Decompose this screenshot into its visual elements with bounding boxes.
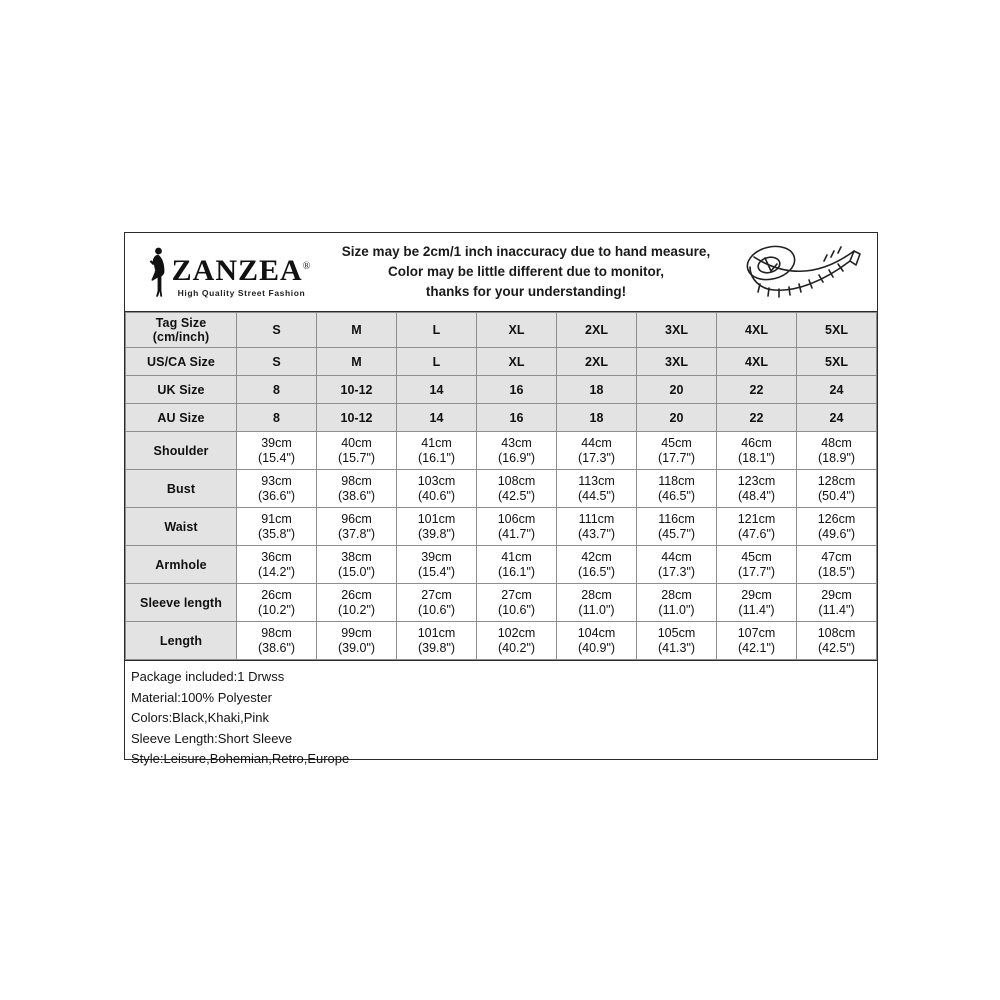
row-label-armhole: Armhole [126,546,237,584]
value-inch: (18.5") [817,564,856,579]
cell-usca-m: M [317,348,397,376]
row-label-shoulder: Shoulder [126,432,237,470]
value-inch: (16.5") [577,564,616,579]
row-label-sleeve-length: Sleeve length [126,584,237,622]
value-cm: 108cm [817,625,856,640]
cell-length-4xl [717,622,797,660]
value-cm: 44cm [661,549,692,564]
cell-bust-m [317,470,397,508]
value-inch: (17.3") [657,564,696,579]
value-cm: 39cm [261,435,292,450]
cell-uk-l: 14 [397,376,477,404]
cell-uk-s: 8 [237,376,317,404]
cell-waist-s [237,508,317,546]
cell-shoulder-m [317,432,397,470]
table-row [126,470,877,508]
cell-armhole-2xl [557,546,637,584]
cell-bust-5xl [797,470,877,508]
value-inch: (11.0") [578,602,615,617]
value-inch: (14.2") [257,564,296,579]
cell-tag-size-3xl: 3XL [637,313,717,348]
value-cm: 27cm [501,587,532,602]
value-inch: (16.1") [497,564,536,579]
row-label-usca-size: US/CA Size [126,348,237,376]
woman-silhouette-icon [145,246,171,298]
value-inch: (41.3") [657,640,696,655]
cell-bust-2xl [557,470,637,508]
cell-sleeve-5xl [797,584,877,622]
value-inch: (10.6") [497,602,536,617]
table-row [126,584,877,622]
value-inch: (47.6") [737,526,776,541]
cell-au-3xl: 20 [637,404,717,432]
cell-tag-size-5xl: 5XL [797,313,877,348]
value-inch: (15.4") [417,564,456,579]
value-cm: 43cm [501,435,532,450]
cell-tag-size-2xl: 2XL [557,313,637,348]
brand-name [172,256,312,286]
cell-length-s [237,622,317,660]
value-cm: 123cm [737,473,776,488]
value-inch: (39.8") [417,640,456,655]
cell-tag-size-s: S [237,313,317,348]
cell-au-2xl: 18 [557,404,637,432]
value-cm: 121cm [737,511,776,526]
cell-tag-size-m: M [317,313,397,348]
value-cm: 41cm [421,435,452,450]
value-inch: (43.7") [577,526,616,541]
note-line-3: thanks for your understanding! [425,284,627,300]
row-label-tag-size [126,313,237,348]
cell-length-xl [477,622,557,660]
value-cm: 45cm [741,549,772,564]
registered-mark: ® [302,261,312,272]
note-line-2: Color may be little different due to monitor, [387,263,665,279]
cell-au-l: 14 [397,404,477,432]
cell-shoulder-l [397,432,477,470]
value-cm: 26cm [341,587,372,602]
product-details [125,660,877,774]
value-inch: (45.7") [657,526,696,541]
cell-uk-m: 10-12 [317,376,397,404]
table-row [126,546,877,584]
value-inch: (15.0") [337,564,376,579]
brand-name-text: ZANZEA [171,254,303,287]
tape-illustration [727,241,877,303]
value-inch: (16.9") [497,450,536,465]
cell-bust-xl [477,470,557,508]
cell-shoulder-s [237,432,317,470]
brand-tagline: High Quality Street Fashion [177,288,306,298]
cell-shoulder-5xl [797,432,877,470]
value-cm: 105cm [657,625,696,640]
cell-armhole-m [317,546,397,584]
cell-tag-size-xl: XL [477,313,557,348]
value-inch: (39.8") [417,526,456,541]
chart-banner [125,233,877,312]
value-cm: 29cm [741,587,772,602]
value-inch: (11.4") [738,602,775,617]
detail-package-included: Package included:1 Drwss [131,669,285,684]
value-inch: (40.2") [497,640,536,655]
value-cm: 40cm [341,435,372,450]
value-inch: (38.6") [337,488,376,503]
cell-shoulder-3xl [637,432,717,470]
row-label-waist: Waist [126,508,237,546]
cell-bust-l [397,470,477,508]
size-table [125,312,877,660]
row-label-uk-size: UK Size [126,376,237,404]
cell-waist-xl [477,508,557,546]
cell-usca-s: S [237,348,317,376]
value-cm: 113cm [578,473,615,488]
cell-armhole-5xl [797,546,877,584]
value-cm: 104cm [577,625,616,640]
value-cm: 106cm [497,511,536,526]
cell-uk-3xl: 20 [637,376,717,404]
size-chart-panel [124,232,878,767]
row-label-length: Length [126,622,237,660]
value-inch: (17.7") [737,564,776,579]
cell-sleeve-3xl [637,584,717,622]
cell-usca-4xl: 4XL [717,348,797,376]
cell-waist-4xl [717,508,797,546]
value-inch: (46.5") [657,488,696,503]
value-inch: (38.6") [257,640,296,655]
cell-waist-5xl [797,508,877,546]
table-row [126,508,877,546]
value-cm: 96cm [341,511,372,526]
value-inch: (11.0") [658,602,695,617]
value-cm: 28cm [581,587,612,602]
value-inch: (36.6") [257,488,296,503]
cell-length-l [397,622,477,660]
value-inch: (40.6") [417,488,456,503]
table-row [126,404,877,432]
value-cm: 42cm [581,549,612,564]
value-inch: (18.9") [817,450,856,465]
cell-tag-size-4xl: 4XL [717,313,797,348]
cell-shoulder-4xl [717,432,797,470]
value-cm: 48cm [821,435,852,450]
cell-bust-4xl [717,470,797,508]
cell-usca-3xl: 3XL [637,348,717,376]
value-cm: 107cm [737,625,776,640]
cell-sleeve-m [317,584,397,622]
cell-usca-xl: XL [477,348,557,376]
cell-bust-3xl [637,470,717,508]
table-row [126,348,877,376]
cell-au-s: 8 [237,404,317,432]
row-label-bust: Bust [126,470,237,508]
cell-uk-xl: 16 [477,376,557,404]
value-cm: 128cm [817,473,856,488]
measurement-notes [325,242,727,303]
value-inch: (41.7") [497,526,536,541]
value-inch: (16.1") [417,450,456,465]
row-label-au-size: AU Size [126,404,237,432]
cell-au-m: 10-12 [317,404,397,432]
value-cm: 26cm [261,587,292,602]
cell-sleeve-4xl [717,584,797,622]
cell-armhole-s [237,546,317,584]
table-row [126,376,877,404]
cell-usca-2xl: 2XL [557,348,637,376]
value-inch: (15.4") [257,450,296,465]
value-cm: 108cm [497,473,536,488]
value-inch: (42.5") [817,640,856,655]
value-cm: 44cm [581,435,612,450]
cell-shoulder-xl [477,432,557,470]
cell-waist-l [397,508,477,546]
cell-shoulder-2xl [557,432,637,470]
value-inch: (17.3") [577,450,616,465]
value-inch: (17.7") [657,450,696,465]
value-inch: (18.1") [737,450,776,465]
cell-armhole-3xl [637,546,717,584]
table-row [126,313,877,348]
cell-au-5xl: 24 [797,404,877,432]
cell-au-xl: 16 [477,404,557,432]
value-cm: 102cm [497,625,536,640]
size-table-body [126,313,877,660]
cell-armhole-l [397,546,477,584]
value-cm: 38cm [341,549,372,564]
value-inch: (11.4") [818,602,855,617]
value-cm: 46cm [741,435,772,450]
detail-material: Material:100% Polyester [131,689,272,705]
brand-logo [125,246,325,298]
tag-size-label-line1: Tag Size [155,315,207,330]
value-inch: (50.4") [817,488,856,503]
cell-au-4xl: 22 [717,404,797,432]
detail-style: Style:Leisure,Bohemian,Retro,Europe [131,751,350,767]
value-cm: 98cm [261,625,292,640]
measuring-tape-icon [738,241,866,303]
value-inch: (39.0") [337,640,376,655]
cell-length-3xl [637,622,717,660]
value-cm: 98cm [341,473,372,488]
cell-waist-2xl [557,508,637,546]
cell-sleeve-2xl [557,584,637,622]
value-inch: (10.2") [257,602,296,617]
cell-armhole-xl [477,546,557,584]
detail-colors: Colors:Black,Khaki,Pink [131,710,269,726]
value-cm: 116cm [658,511,695,526]
value-inch: (40.9") [577,640,616,655]
value-cm: 28cm [661,587,692,602]
cell-waist-3xl [637,508,717,546]
value-inch: (10.6") [417,602,456,617]
value-cm: 39cm [421,549,452,564]
value-inch: (48.4") [737,488,776,503]
value-cm: 99cm [341,625,372,640]
value-inch: (10.2") [337,602,376,617]
value-cm: 103cm [417,473,456,488]
cell-uk-5xl: 24 [797,376,877,404]
value-inch: (49.6") [817,526,856,541]
cell-tag-size-l: L [397,313,477,348]
note-line-1: Size may be 2cm/1 inch inaccuracy due to hand measure, [341,243,711,259]
cell-sleeve-l [397,584,477,622]
cell-uk-2xl: 18 [557,376,637,404]
value-cm: 91cm [261,511,292,526]
value-cm: 93cm [261,473,292,488]
tag-size-label-line2: (cm/inch) [152,330,210,344]
value-cm: 101cm [417,511,456,526]
cell-length-5xl [797,622,877,660]
cell-usca-l: L [397,348,477,376]
value-cm: 126cm [817,511,856,526]
value-inch: (44.5") [577,488,616,503]
value-cm: 29cm [821,587,852,602]
cell-armhole-4xl [717,546,797,584]
detail-sleeve-length: Sleeve Length:Short Sleeve [131,730,293,746]
value-inch: (37.8") [337,526,376,541]
cell-sleeve-xl [477,584,557,622]
value-cm: 47cm [821,549,852,564]
value-cm: 36cm [261,549,292,564]
value-cm: 111cm [578,511,615,526]
value-cm: 118cm [658,473,695,488]
value-inch: (15.7") [337,450,376,465]
table-row [126,432,877,470]
value-inch: (35.8") [257,526,296,541]
value-cm: 101cm [417,625,456,640]
cell-length-m [317,622,397,660]
table-row [126,622,877,660]
cell-bust-s [237,470,317,508]
cell-uk-4xl: 22 [717,376,797,404]
cell-sleeve-s [237,584,317,622]
value-cm: 27cm [421,587,452,602]
cell-usca-5xl: 5XL [797,348,877,376]
value-inch: (42.1") [737,640,776,655]
value-cm: 41cm [501,549,532,564]
value-inch: (42.5") [497,488,536,503]
value-cm: 45cm [661,435,692,450]
cell-length-2xl [557,622,637,660]
cell-waist-m [317,508,397,546]
